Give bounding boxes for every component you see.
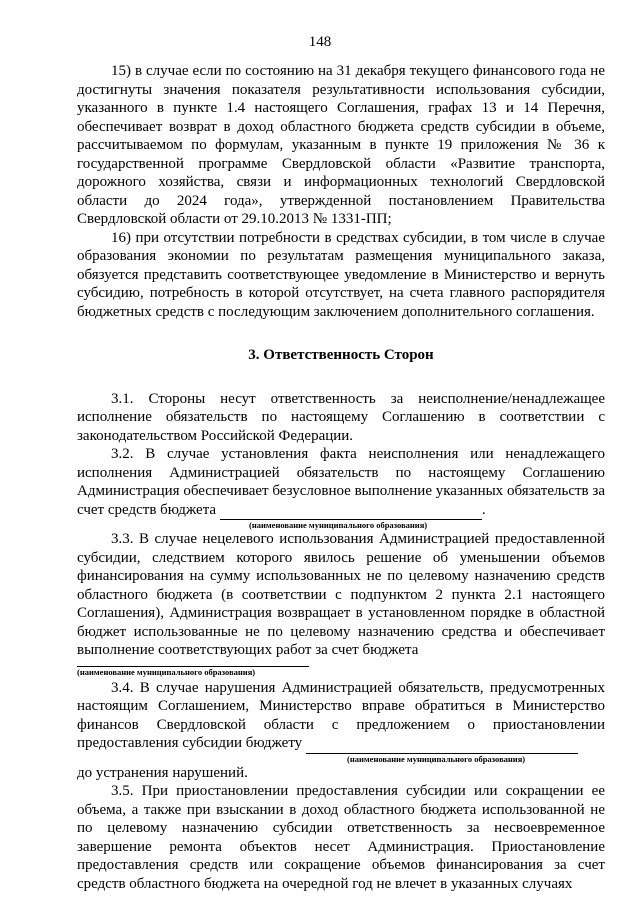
- paragraph-3-2-end: .: [481, 501, 486, 518]
- paragraph-3-4-text: 3.4. В случае нарушения Администрацией обязательств, предусмотренных настоящим Соглашением, Министерство вправе обратиться в Министерство финансов Свердловской области с предложением о приостановлении предоставления субсидии бюджету: [77, 679, 605, 751]
- municipal-blank-2: [77, 660, 309, 667]
- section-heading: 3. Ответственность Сторон: [248, 347, 434, 363]
- paragraph-3-5: 3.5. При приостановлении предоставления субсидии или сокращении ее объема, а также при взыскании в доход областного бюджета использованной не по целевому назначению субсидии ответственность за несвоевременное завершение ремонта объектов несет Администрация. Приостановление предоставления средств или сокращение объемов финансирования за счет средств областного бюджета на очередной год не влечет в указанных случаях: [77, 783, 605, 892]
- municipal-blank-3: [306, 734, 578, 754]
- municipal-blank-1: [220, 501, 482, 521]
- paragraph-3-2: [77, 445, 605, 520]
- paragraph-3-2-text: 3.2. В случае установления факта неисполнения или ненадлежащего исполнения Администрацией обязательств по настоящему Соглашению Администрация обеспечивает безусловное выполнение указанных обязательств за счет средств бюджета: [77, 446, 605, 518]
- caption-municipal-3: (наименование муниципального образования): [347, 753, 526, 764]
- paragraph-3-4: [77, 679, 605, 754]
- paragraph-3-1: 3.1. Стороны несут ответственность за неисполнение/ненадлежащее исполнение обязательств по настоящему Соглашению в соответствии с законодательством Российской Федерации.: [77, 390, 605, 444]
- caption-municipal-2: (наименование муниципального образования): [77, 666, 256, 677]
- paragraph-15: 15) в случае если по состоянию на 31 декабря текущего финансового года не достигнуты значения показателя результативности использования субсидии, указанного в пункте 1.4 настоящего Соглашения, графах 13 и 14 Перечня, обеспечивает возврат в доход областного бюджета средств субсидии в объеме, рассчитываемом по формулам, указанным в пункте 19 приложения № 36 к государственной программе Свердловской области «Развитие транспорта, дорожного хозяйства, связи и информационных технологий Свердловской области до 2024 года», утвержденной постановлением Правительства Свердловской области от 29.10.2013 № 1331-ПП;: [77, 63, 605, 227]
- page-number: 148: [308, 34, 332, 50]
- paragraph-3-3: 3.3. В случае нецелевого использования Администрацией предоставленной субсидии, следствием которого явилось решение об уменьшении объемов финансирования на сумму использованных не по целевому назначению средств областного бюджета (в соответствии с подпунктом 2 пункта 2.1 настоящего Соглашения), Администрация возвращает в установленном порядке в областной бюджет использованные не по целевому назначению средства и обеспечивает выполнение соответствующих работ за счет бюджета: [77, 531, 605, 658]
- paragraph-3-4-end: до устранения нарушений.: [77, 764, 248, 781]
- document-body: [77, 62, 605, 893]
- caption-municipal-1: (наименование муниципального образования): [249, 520, 428, 530]
- paragraph-16: 16) при отсутствии потребности в средствах субсидии, в том числе в случае образования экономии по результатам размещения муниципального заказа, обязуется представить соответствующее уведомление в Министерство и вернуть субсидию, потребность в которой отсутствует, на счета главного распорядителя бюджетных средств с последующим заключением дополнительного соглашения.: [77, 229, 605, 320]
